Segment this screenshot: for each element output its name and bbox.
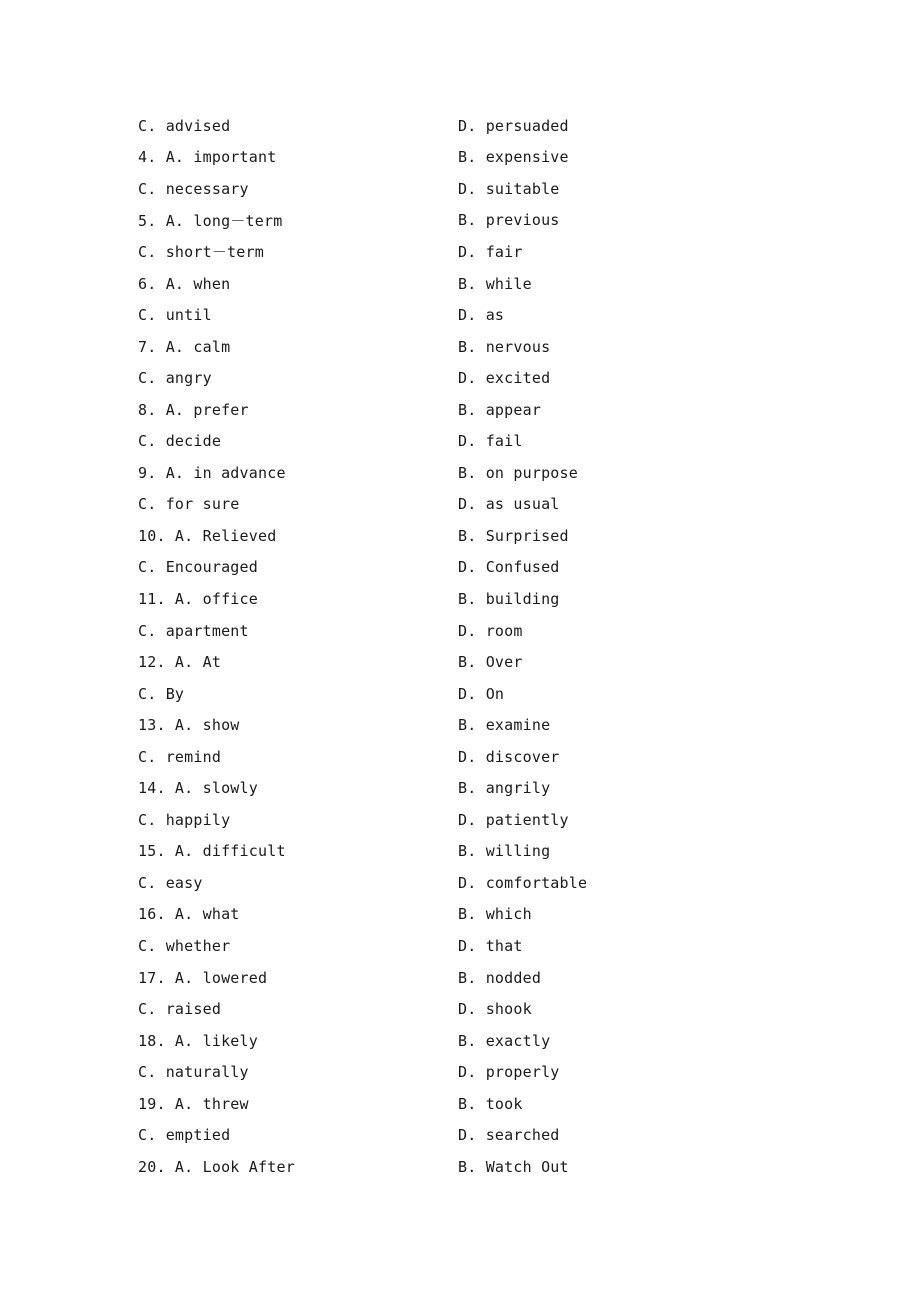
option-left: 7. A. calm: [138, 337, 231, 356]
answer-options-list: [138, 110, 698, 1183]
option-right: B. Over: [458, 653, 523, 672]
option-left: C. for sure: [138, 495, 240, 514]
option-row: [138, 583, 698, 615]
option-row: [138, 1025, 698, 1057]
option-right: D. fail: [458, 432, 523, 451]
option-row: [138, 899, 698, 931]
option-left: 4. A. important: [138, 148, 277, 167]
option-left: C. naturally: [138, 1063, 249, 1082]
option-right: D. as usual: [458, 495, 560, 514]
option-row: [138, 552, 698, 584]
option-row: [138, 425, 698, 457]
option-right: B. exactly: [458, 1031, 551, 1050]
option-row: [138, 457, 698, 489]
option-left: 19. A. threw: [138, 1094, 249, 1113]
option-right: B. on purpose: [458, 463, 578, 482]
option-left: 17. A. lowered: [138, 968, 268, 987]
option-right: D. Confused: [458, 558, 560, 577]
option-right: B. which: [458, 905, 532, 924]
option-row: [138, 236, 698, 268]
option-left: 16. A. what: [138, 905, 240, 924]
option-right: D. searched: [458, 1126, 560, 1145]
option-row: [138, 142, 698, 174]
option-row: [138, 331, 698, 363]
option-row: [138, 205, 698, 237]
option-right: B. Surprised: [458, 526, 569, 545]
option-left: C. raised: [138, 1000, 222, 1019]
option-left: C. apartment: [138, 621, 249, 640]
option-right: B. previous: [458, 211, 560, 230]
option-right: D. shook: [458, 1000, 532, 1019]
option-left: 9. A. in advance: [138, 463, 286, 482]
option-row: [138, 489, 698, 521]
option-right: D. suitable: [458, 179, 560, 198]
option-row: [138, 836, 698, 868]
option-left: 14. A. slowly: [138, 779, 258, 798]
option-row: [138, 299, 698, 331]
option-row: [138, 173, 698, 205]
option-left: C. whether: [138, 936, 231, 955]
option-right: B. angrily: [458, 779, 551, 798]
option-right: D. excited: [458, 369, 551, 388]
option-right: D. patiently: [458, 810, 569, 829]
option-right: D. properly: [458, 1063, 560, 1082]
option-left: C. emptied: [138, 1126, 231, 1145]
option-row: [138, 993, 698, 1025]
option-right: B. building: [458, 589, 560, 608]
option-right: D. On: [458, 684, 505, 703]
option-right: D. room: [458, 621, 523, 640]
option-left: C. short－term: [138, 243, 264, 262]
option-row: [138, 804, 698, 836]
option-right: B. nodded: [458, 968, 542, 987]
option-right: B. examine: [458, 716, 551, 735]
option-right: D. that: [458, 936, 523, 955]
option-left: 11. A. office: [138, 589, 258, 608]
option-right: B. Watch Out: [458, 1157, 569, 1176]
option-left: 12. A. At: [138, 653, 222, 672]
option-right: D. fair: [458, 242, 523, 261]
option-left: 6. A. when: [138, 274, 231, 293]
option-left: 18. A. likely: [138, 1031, 258, 1050]
option-row: [138, 867, 698, 899]
option-row: [138, 709, 698, 741]
option-left: 15. A. difficult: [138, 842, 286, 861]
option-right: D. as: [458, 306, 505, 325]
option-left: C. easy: [138, 873, 203, 892]
option-left: C. decide: [138, 432, 222, 451]
option-row: [138, 362, 698, 394]
option-row: [138, 394, 698, 426]
option-left: 10. A. Relieved: [138, 526, 277, 545]
option-row: [138, 772, 698, 804]
option-left: 5. A. long－term: [138, 211, 283, 230]
option-row: [138, 520, 698, 552]
option-row: [138, 962, 698, 994]
option-left: 13. A. show: [138, 716, 240, 735]
option-row: [138, 646, 698, 678]
option-left: C. By: [138, 684, 185, 703]
option-row: [138, 268, 698, 300]
option-left: C. until: [138, 306, 212, 325]
option-right: B. expensive: [458, 148, 569, 167]
option-row: [138, 741, 698, 773]
option-right: D. discover: [458, 747, 560, 766]
option-right: D. comfortable: [458, 873, 588, 892]
option-right: B. took: [458, 1094, 523, 1113]
option-row: [138, 1120, 698, 1152]
option-row: [138, 1151, 698, 1183]
option-left: 20. A. Look After: [138, 1157, 295, 1176]
option-left: C. necessary: [138, 179, 249, 198]
option-right: B. willing: [458, 842, 551, 861]
option-right: B. appear: [458, 400, 542, 419]
option-row: [138, 678, 698, 710]
option-left: C. advised: [138, 116, 231, 135]
option-row: [138, 1088, 698, 1120]
option-left: C. Encouraged: [138, 558, 258, 577]
option-left: C. happily: [138, 810, 231, 829]
option-row: [138, 1056, 698, 1088]
option-left: C. remind: [138, 747, 222, 766]
option-row: [138, 110, 698, 142]
option-row: [138, 930, 698, 962]
option-right: B. nervous: [458, 337, 551, 356]
option-right: B. while: [458, 274, 532, 293]
option-right: D. persuaded: [458, 116, 569, 135]
option-row: [138, 615, 698, 647]
option-left: 8. A. prefer: [138, 400, 249, 419]
option-left: C. angry: [138, 369, 212, 388]
